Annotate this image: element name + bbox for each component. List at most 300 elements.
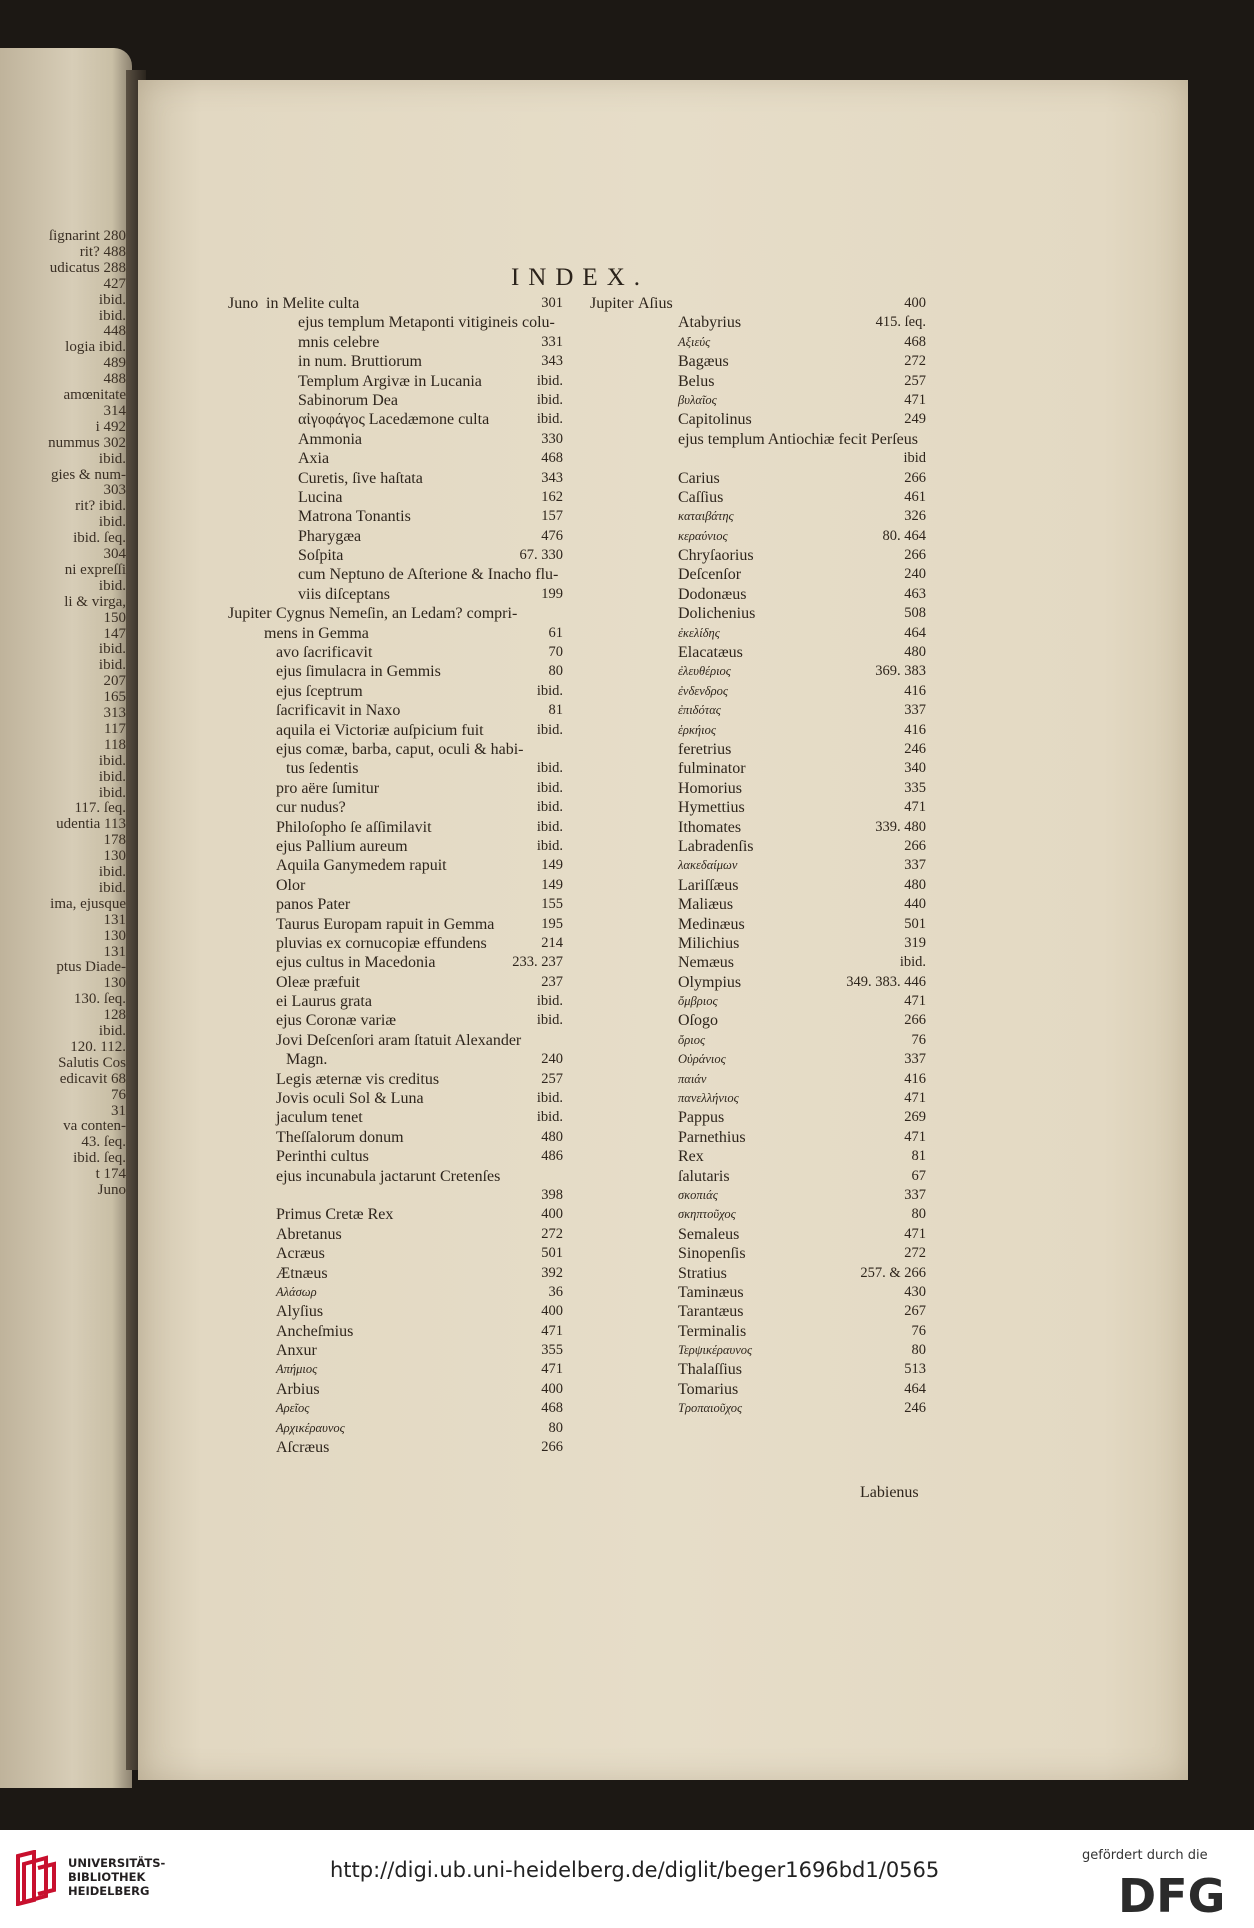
- left-stub-line: 76: [111, 1086, 126, 1103]
- index-term: Caſſius: [678, 488, 724, 506]
- page-title: INDEX.: [510, 264, 649, 291]
- index-entry: [590, 818, 926, 837]
- index-entry: [228, 759, 563, 778]
- index-page-ref: 416: [904, 1070, 926, 1087]
- index-page-ref: 80: [548, 1419, 563, 1436]
- index-entry: [590, 973, 926, 992]
- index-entry: [228, 410, 563, 429]
- index-term: Maliæus: [678, 896, 734, 914]
- index-entry: [228, 527, 563, 546]
- index-term: Magn.: [286, 1051, 328, 1069]
- index-entry: [228, 1419, 563, 1438]
- left-stub-line: 130: [103, 975, 126, 992]
- index-page-ref: 430: [904, 1283, 926, 1300]
- left-stub-line: logia ibid.: [65, 339, 126, 356]
- index-page-ref: 416: [904, 682, 926, 699]
- index-page-ref: 67. 330: [519, 547, 563, 564]
- index-page-ref: 214: [541, 934, 563, 951]
- index-entry: [590, 624, 926, 643]
- index-entry: [590, 507, 926, 526]
- index-entry: [228, 488, 563, 507]
- index-page-ref: 476: [541, 527, 563, 544]
- left-stub-line: Salutis Cos: [58, 1054, 126, 1071]
- index-entry: [228, 294, 563, 313]
- index-entry: [590, 1380, 926, 1399]
- index-entry: [228, 1302, 563, 1321]
- index-term: Oleæ præfuit: [276, 973, 360, 991]
- index-term: Pharygæa: [298, 527, 362, 545]
- index-page-ref: ibid.: [536, 1109, 563, 1126]
- index-entry: [228, 701, 563, 720]
- left-stub-line: udentia 113: [56, 816, 126, 833]
- index-page-ref: 70: [548, 644, 563, 661]
- index-page-ref: 257: [541, 1070, 563, 1087]
- index-page-ref: 398: [541, 1186, 563, 1203]
- index-term: Labradenſis: [678, 837, 754, 855]
- index-entry: [228, 469, 563, 488]
- left-stub-line: rit? 488: [79, 243, 126, 260]
- index-term: Alyſius: [276, 1303, 324, 1321]
- index-term: Tomarius: [678, 1380, 739, 1398]
- left-stub-line: ibid. ſeq.: [73, 1150, 126, 1167]
- index-page-ref: 400: [541, 1206, 563, 1223]
- left-stub-line: ſignarint 280: [48, 228, 126, 244]
- index-page-ref: ibid.: [536, 993, 563, 1010]
- index-term: Atabyrius: [678, 314, 742, 332]
- index-term: Primus Cretæ Rex: [276, 1206, 394, 1224]
- index-page-ref: 272: [904, 1245, 926, 1262]
- index-entry: [228, 1225, 563, 1244]
- index-page-ref: 337: [904, 1051, 926, 1068]
- left-stub-line: 150: [103, 609, 126, 626]
- index-page-ref: ibid.: [536, 1090, 563, 1107]
- index-entry: [228, 372, 563, 391]
- index-term: ejus ſimulacra in Gemmis: [276, 663, 441, 681]
- index-term: Curetis, ſive haſtata: [298, 469, 423, 487]
- index-term: Philoſopho ſe aſſimilavit: [276, 818, 432, 836]
- index-term: Aſcræus: [276, 1439, 330, 1457]
- left-stub-line: ptus Diade-: [56, 959, 126, 976]
- index-entry: [228, 507, 563, 526]
- index-page-ref: 392: [541, 1264, 563, 1281]
- index-page-ref: 468: [541, 450, 563, 467]
- index-entry: [590, 546, 926, 565]
- index-entry: [590, 430, 926, 449]
- index-page-ref: 340: [904, 760, 926, 777]
- index-term: feretrius: [678, 740, 732, 758]
- index-term: Aquila Ganymedem rapuit: [276, 857, 447, 875]
- left-stub-line: 313: [103, 705, 126, 721]
- index-term: Oſogo: [678, 1012, 718, 1030]
- index-page-ref: 337: [904, 857, 926, 874]
- index-entry: [590, 352, 926, 371]
- index-term: ejus templum Antiochiæ fecit Perſeus: [678, 430, 918, 448]
- left-stub-line: 130: [103, 848, 126, 865]
- index-entry: [590, 410, 926, 429]
- index-entry: [590, 682, 926, 701]
- index-page-ref: 266: [904, 1012, 926, 1029]
- index-entry: [590, 1089, 926, 1108]
- index-entry: [590, 1399, 926, 1418]
- index-entry: [228, 1128, 563, 1147]
- index-entry: [590, 934, 926, 953]
- left-stub-line: ni expreſſi: [64, 561, 126, 578]
- left-stub-line: amœnitate: [63, 387, 126, 403]
- index-entry: [590, 294, 926, 313]
- index-page-ref: 237: [541, 973, 563, 990]
- index-entry: [590, 740, 926, 759]
- index-entry: [590, 604, 926, 623]
- index-page-ref: 400: [904, 295, 926, 311]
- left-stub-line: 31: [111, 1102, 126, 1119]
- index-term: ὄριος: [678, 1032, 706, 1047]
- index-term: ejus cultus in Macedonia: [276, 954, 436, 972]
- index-term: Belus: [678, 372, 715, 390]
- left-stub-line: Juno: [97, 1182, 126, 1198]
- index-entry: [228, 779, 563, 798]
- index-page-ref: 471: [904, 993, 926, 1010]
- index-entry: [590, 565, 926, 584]
- index-page-ref: 326: [904, 508, 926, 525]
- index-entry: [590, 1205, 926, 1224]
- left-stub-line: 118: [104, 736, 126, 753]
- index-entry: [228, 624, 563, 643]
- left-stub-line: 165: [103, 689, 126, 706]
- left-stub-line: ibid.: [98, 768, 126, 785]
- index-term: Ammonia: [298, 430, 362, 448]
- index-entry: [228, 1167, 563, 1186]
- index-term: Semaleus: [678, 1225, 740, 1243]
- index-term: ejus comæ, barba, caput, oculi & habi-: [276, 740, 524, 758]
- index-term: Abretanus: [276, 1225, 342, 1243]
- index-term: ἑρκήιος: [678, 722, 716, 737]
- index-headword: Juno: [228, 295, 259, 312]
- left-stub-line: ibid.: [98, 657, 126, 674]
- index-term: Thalaſſius: [678, 1361, 742, 1379]
- index-page-ref: 513: [904, 1361, 926, 1378]
- index-entry: [590, 1360, 926, 1379]
- index-page-ref: 149: [541, 857, 563, 874]
- left-stub-line: li & virga,: [64, 593, 126, 610]
- index-term: Τροπαιοῦχος: [678, 1401, 743, 1416]
- index-page-ref: ibid: [903, 450, 926, 467]
- index-term: Soſpita: [298, 547, 344, 565]
- index-term: Jovis oculi Sol & Luna: [276, 1090, 424, 1108]
- index-term: Αλάσωρ: [276, 1284, 317, 1299]
- index-page-ref: 162: [541, 488, 563, 505]
- index-entry: [228, 721, 563, 740]
- index-entry: [590, 992, 926, 1011]
- index-term: Hymettius: [678, 799, 745, 817]
- left-stub-line: 130. ſeq.: [73, 991, 126, 1008]
- index-page-ref: 76: [911, 1322, 926, 1339]
- index-page-ref: 155: [541, 896, 563, 913]
- index-term: σκοπιάς: [678, 1187, 718, 1202]
- index-entry: [590, 1147, 926, 1166]
- index-term: Τερψικέραυνος: [678, 1343, 753, 1358]
- index-entry: [228, 856, 563, 875]
- index-term: Legis æternæ vis creditus: [276, 1070, 440, 1088]
- index-term: Sabinorum Dea: [298, 391, 398, 409]
- index-entry: [590, 372, 926, 391]
- library-name-line2: BIBLIOTHEK: [68, 1870, 146, 1884]
- index-entry: [228, 585, 563, 604]
- index-page-ref: 157: [541, 508, 563, 525]
- index-page-ref: 81: [911, 1148, 926, 1165]
- index-page-ref: 272: [541, 1225, 563, 1242]
- index-page-ref: 240: [541, 1051, 563, 1068]
- index-page-ref: 471: [541, 1322, 563, 1339]
- index-page-ref: 415. ſeq.: [875, 314, 926, 331]
- index-entry: [228, 1205, 563, 1224]
- index-page-ref: 400: [541, 1380, 563, 1397]
- index-entry: [590, 856, 926, 875]
- index-entry: [228, 546, 563, 565]
- index-page-ref: 349. 383. 446: [846, 973, 926, 990]
- index-entry: [590, 1264, 926, 1283]
- index-entry: [590, 798, 926, 817]
- index-page-ref: 501: [904, 915, 926, 932]
- index-term: mens in Gemma: [264, 624, 369, 642]
- index-page-ref: 339. 480: [875, 818, 926, 835]
- index-entry: [228, 876, 563, 895]
- left-stub-line: rit? ibid.: [75, 498, 126, 515]
- index-entry: [590, 701, 926, 720]
- index-term: Ancheſmius: [276, 1322, 354, 1340]
- index-entry: [590, 1070, 926, 1089]
- index-entry: [228, 1399, 563, 1418]
- index-page-ref: 337: [904, 1186, 926, 1203]
- index-page-ref: 331: [541, 333, 563, 350]
- left-stub-line: ibid.: [98, 577, 126, 594]
- index-entry: [228, 1322, 563, 1341]
- left-stub-line: gies & num-: [51, 466, 126, 483]
- index-entry: [590, 662, 926, 681]
- index-entry: [590, 1341, 926, 1360]
- left-stub-line: nummus 302: [48, 434, 126, 451]
- index-term: παιάν: [678, 1071, 707, 1086]
- index-entry: [590, 1050, 926, 1069]
- index-term: cur nudus?: [276, 799, 346, 817]
- index-page-ref: 480: [904, 876, 926, 893]
- left-stub-line: 178: [103, 832, 126, 849]
- left-stub-line: ima, ejusque: [50, 895, 126, 912]
- index-term: pro aëre ſumitur: [276, 779, 380, 797]
- ub-heidelberg-logo-icon[interactable]: [14, 1850, 56, 1906]
- left-stub-line: 304: [103, 546, 126, 562]
- index-term: Theſſalorum donum: [276, 1128, 404, 1146]
- index-term: Matrona Tonantis: [298, 508, 411, 526]
- index-entry: [590, 449, 926, 468]
- index-column-left: [228, 294, 563, 1457]
- index-entry: [590, 895, 926, 914]
- left-stub-line: 147: [103, 625, 126, 642]
- index-page-ref: ibid.: [536, 721, 563, 738]
- index-column-right: [590, 294, 926, 1419]
- index-entry: [590, 1128, 926, 1147]
- index-page-ref: 257. & 266: [860, 1264, 926, 1281]
- index-page-ref: 249: [904, 411, 926, 428]
- index-page-ref: 67: [911, 1167, 926, 1184]
- index-term: Lariſſæus: [678, 876, 739, 894]
- left-stub-line: ibid.: [98, 641, 126, 658]
- index-entry: [228, 973, 563, 992]
- index-term: ὄμβριος: [678, 994, 718, 1009]
- index-term: ſacrificavit in Naxo: [276, 702, 401, 720]
- index-term: viis diſceptans: [298, 585, 390, 603]
- index-term: panos Pater: [276, 896, 351, 914]
- index-term: Elacatæus: [678, 644, 743, 662]
- index-entry: [590, 1283, 926, 1302]
- index-entry: [590, 313, 926, 332]
- index-page-ref: 471: [904, 1090, 926, 1107]
- index-entry: [228, 333, 563, 352]
- permalink-url[interactable]: http://digi.ub.uni-heidelberg.de/diglit/beger1696bd1/0565: [330, 1858, 940, 1882]
- left-stub-line: 117: [104, 720, 126, 737]
- index-term: in Melite culta: [266, 295, 360, 312]
- index-term: Jovi Deſcenſori aram ſtatuit Alexander: [276, 1031, 522, 1049]
- dfg-logo-text: DFG: [1118, 1872, 1226, 1916]
- index-term: Olympius: [678, 973, 742, 991]
- index-term: Aſius: [638, 295, 673, 312]
- index-page-ref: 480: [904, 644, 926, 661]
- index-page-ref: 266: [904, 547, 926, 564]
- left-stub-line: t 174: [95, 1166, 126, 1183]
- index-page-ref: 440: [904, 896, 926, 913]
- index-entry: [228, 352, 563, 371]
- index-entry: [228, 1244, 563, 1263]
- index-entry: [590, 759, 926, 778]
- index-entry: [590, 527, 926, 546]
- left-stub-line: ibid.: [98, 307, 126, 324]
- index-term: καταιβάτης: [678, 509, 734, 524]
- index-page-ref: 319: [904, 934, 926, 951]
- index-page-ref: 195: [541, 915, 563, 932]
- index-page-ref: ibid.: [536, 818, 563, 835]
- left-stub-line: ibid.: [98, 879, 126, 896]
- left-stub-line: 131: [103, 911, 126, 928]
- index-term: Acræus: [276, 1245, 325, 1263]
- index-page-ref: 471: [904, 1128, 926, 1145]
- index-term: Sinopenſis: [678, 1245, 746, 1263]
- index-page-ref: 343: [541, 469, 563, 486]
- left-stub-line: 117. ſeq.: [74, 800, 126, 817]
- index-term: Chryſaorius: [678, 547, 754, 565]
- index-page-ref: 508: [904, 605, 926, 622]
- index-entry: [228, 391, 563, 410]
- library-name[interactable]: [68, 1856, 165, 1898]
- index-entry: [228, 1380, 563, 1399]
- index-entry: [590, 779, 926, 798]
- index-entry: [228, 449, 563, 468]
- index-page-ref: 266: [904, 469, 926, 486]
- index-term: Templum Argivæ in Lucania: [298, 372, 482, 390]
- index-page-ref: ibid.: [536, 1012, 563, 1029]
- index-term: ἐκελίδης: [678, 625, 720, 640]
- dfg-logo-icon[interactable]: [1118, 1872, 1242, 1916]
- index-page-ref: 266: [904, 837, 926, 854]
- index-entry: [228, 682, 563, 701]
- index-entry: [590, 1108, 926, 1127]
- index-term: aquila ei Victoriæ auſpicium fuit: [276, 721, 484, 739]
- index-term: avo ſacrificavit: [276, 644, 373, 662]
- left-stub-line: 489: [103, 355, 126, 372]
- index-page-ref: 480: [541, 1128, 563, 1145]
- index-entry: [590, 1186, 926, 1205]
- index-page-ref: ibid.: [536, 837, 563, 854]
- index-term: Nemæus: [678, 954, 734, 972]
- index-page-ref: 81: [548, 702, 563, 719]
- index-page-ref: 468: [541, 1400, 563, 1417]
- index-term: pluvias ex cornucopiæ effundens: [276, 934, 487, 952]
- index-term: ejus templum Metaponti vitigineis colu-: [298, 314, 555, 332]
- index-term: λακεδαίμων: [678, 858, 738, 873]
- index-page-ref: ibid.: [536, 799, 563, 816]
- index-page-ref: 416: [904, 721, 926, 738]
- index-term: Αρεῖος: [276, 1401, 310, 1416]
- index-term: ἐπιδότας: [678, 703, 721, 718]
- index-page-ref: ibid.: [899, 954, 926, 971]
- index-term: Homorius: [678, 779, 742, 797]
- index-term: Taminæus: [678, 1283, 744, 1301]
- index-page-ref: 80: [911, 1342, 926, 1359]
- left-stub-line: edicavit 68: [59, 1070, 126, 1087]
- index-term: Αρχικέραυνος: [276, 1420, 345, 1435]
- index-page-ref: 343: [541, 353, 563, 370]
- index-page-ref: 471: [541, 1361, 563, 1378]
- index-page-ref: 471: [904, 391, 926, 408]
- index-page-ref: 471: [904, 1225, 926, 1242]
- index-entry: [228, 895, 563, 914]
- left-stub-line: ibid.: [98, 1023, 126, 1039]
- index-entry: [590, 915, 926, 934]
- index-term: Αξιεύς: [678, 334, 711, 349]
- index-entry: [590, 585, 926, 604]
- index-page-ref: 330: [541, 430, 563, 447]
- index-term: ei Laurus grata: [276, 993, 372, 1011]
- index-term: Deſcenſor: [678, 566, 742, 584]
- left-stub-line: ibid.: [98, 752, 126, 769]
- index-entry: [228, 313, 563, 332]
- index-page-ref: 355: [541, 1342, 563, 1359]
- index-term: ejus Pallium aureum: [276, 837, 408, 855]
- index-entry: [228, 837, 563, 856]
- index-entry: [228, 1070, 563, 1089]
- index-page-ref: 471: [904, 799, 926, 816]
- index-term: Ithomates: [678, 818, 742, 836]
- index-entry: [228, 818, 563, 837]
- left-stub-line: 427: [103, 275, 126, 292]
- funder-label: gefördert durch die: [1082, 1848, 1208, 1863]
- index-page-ref: 461: [904, 488, 926, 505]
- left-stub-line: 120. 112.: [70, 1038, 126, 1055]
- index-page-ref: 468: [904, 333, 926, 350]
- index-term: κεραύνιος: [678, 528, 728, 543]
- index-page-ref: 80. 464: [882, 527, 926, 544]
- index-term: Arbius: [276, 1380, 320, 1398]
- index-entry: [228, 1089, 563, 1108]
- index-page-ref: ibid.: [536, 760, 563, 777]
- index-term: Taurus Europam rapuit in Gemma: [276, 915, 495, 933]
- index-entry: [228, 1283, 563, 1302]
- left-stub-line: ibid.: [98, 450, 126, 467]
- library-name-line3: HEIDELBERG: [68, 1884, 150, 1898]
- index-term: Stratius: [678, 1264, 727, 1282]
- index-page-ref: ibid.: [536, 682, 563, 699]
- index-page-ref: 246: [904, 740, 926, 757]
- index-page-ref: 337: [904, 702, 926, 719]
- index-term: Axia: [298, 450, 330, 468]
